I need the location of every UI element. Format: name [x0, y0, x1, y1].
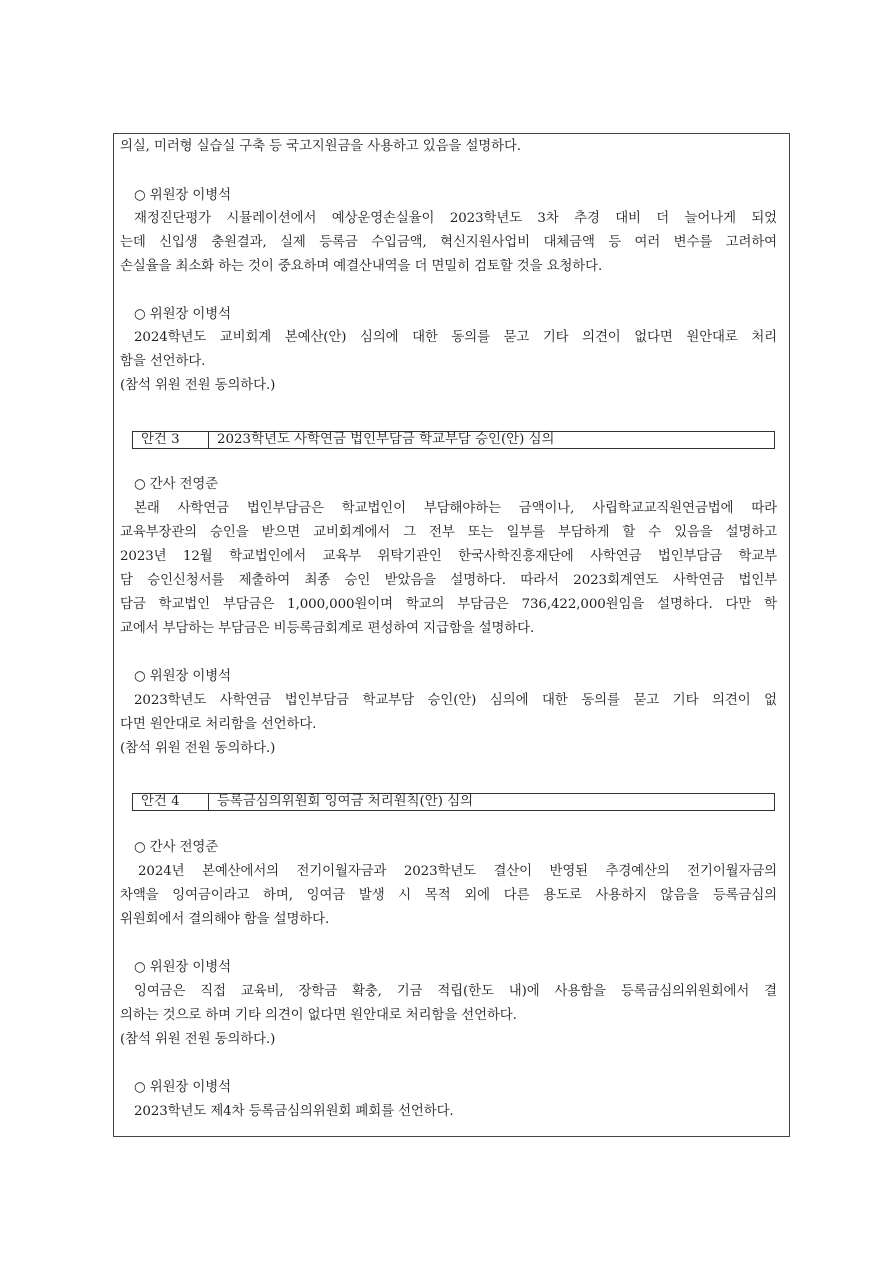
speaker-chair: ○ 위원장 이병석	[134, 669, 231, 684]
body-line: 는데 신입생 충원결과, 실제 등록금 수입금액, 혁신지원사업비 대체금액 등 여러 변수를 고려하여	[120, 235, 777, 250]
consent-note: (참석 위원 전원 동의하다.)	[120, 378, 276, 393]
agenda-number: 안건 4	[133, 794, 209, 810]
continued-line: 의실, 미러형 실습실 구축 등 국고지원금을 사용하고 있음을 설명하다.	[120, 139, 521, 154]
body-line: 의하는 것으로 하며 기타 의견이 없다면 원안대로 처리함을 선언하다.	[120, 1008, 517, 1023]
body-line: 본래 사학연금 법인부담금은 학교법인이 부담해야하는 금액이나, 사립학교교직원연금법에 따라	[134, 501, 777, 516]
speaker-secretary: ○ 간사 전영준	[134, 840, 219, 855]
body-line: 함을 선언하다.	[120, 354, 206, 369]
agenda-item-3	[132, 431, 775, 449]
agenda-title: 등록금심의위원회 잉여금 처리원칙(안) 심의	[217, 794, 474, 809]
body-line: 2024년 본예산에서의 전기이월자금과 2023학년도 결산이 반영된 추경예산의 전기이월자금의	[138, 864, 777, 879]
body-line: 잉여금은 직접 교육비, 장학금 확충, 기금 적립(한도 내)에 사용함을 등록금심의위원회에서 결	[134, 984, 777, 999]
body-line: 담 승인신청서를 제출하여 최종 승인 받았음을 설명하다. 따라서 2023회계연도 사학연금 법인부	[120, 573, 777, 588]
body-line: 재정진단평가 시뮬레이션에서 예상운영손실율이 2023학년도 3차 추경 대비 더 늘어나게 되었	[134, 211, 777, 226]
agenda-title: 2023학년도 사학연금 법인부담금 학교부담 승인(안) 심의	[217, 432, 555, 447]
consent-note: (참석 위원 전원 동의하다.)	[120, 1032, 276, 1047]
speaker-chair: ○ 위원장 이병석	[134, 960, 231, 975]
body-line: 위원회에서 결의해야 함을 설명하다.	[120, 912, 330, 927]
body-line: 담금 학교법인 부담금은 1,000,000원이며 학교의 부담금은 736,422,000원임을 설명하다. 다만 학	[120, 597, 777, 612]
speaker-chair: ○ 위원장 이병석	[134, 1080, 231, 1095]
body-line: 2023학년도 사학연금 법인부담금 학교부담 승인(안) 심의에 대한 동의를 묻고 기타 의견이 없	[134, 693, 777, 708]
body-line: 손실율을 최소화 하는 것이 중요하며 예결산내역을 더 면밀히 검토할 것을 요청하다.	[120, 259, 603, 274]
agenda-number: 안건 3	[133, 432, 209, 448]
speaker-chair: ○ 위원장 이병석	[134, 307, 231, 322]
body-line: 교에서 부담하는 부담금은 비등록금회계로 편성하여 지급함을 설명하다.	[120, 621, 535, 636]
body-line: 2023학년도 제4차 등록금심의위원회 폐회를 선언하다.	[134, 1104, 454, 1119]
body-line: 차액을 잉여금이라고 하며, 잉여금 발생 시 목적 외에 다른 용도로 사용하지 않음을 등록금심의	[120, 888, 777, 903]
body-line: 다면 원안대로 처리함을 선언하다.	[120, 717, 317, 732]
body-line: 교육부장관의 승인을 받으면 교비회계에서 그 전부 또는 일부를 부담하게 할 수 있음을 설명하고	[120, 525, 777, 540]
minutes-frame	[113, 133, 790, 1137]
consent-note: (참석 위원 전원 동의하다.)	[120, 741, 276, 756]
body-line: 2024학년도 교비회계 본예산(안) 심의에 대한 동의를 묻고 기타 의견이 없다면 원안대로 처리	[134, 330, 777, 345]
speaker-chair: ○ 위원장 이병석	[134, 188, 231, 203]
body-line: 2023년 12월 학교법인에서 교육부 위탁기관인 한국사학진흥재단에 사학연금 법인부담금 학교부	[120, 549, 777, 564]
agenda-item-4	[132, 793, 775, 811]
speaker-secretary: ○ 간사 전영준	[134, 477, 219, 492]
